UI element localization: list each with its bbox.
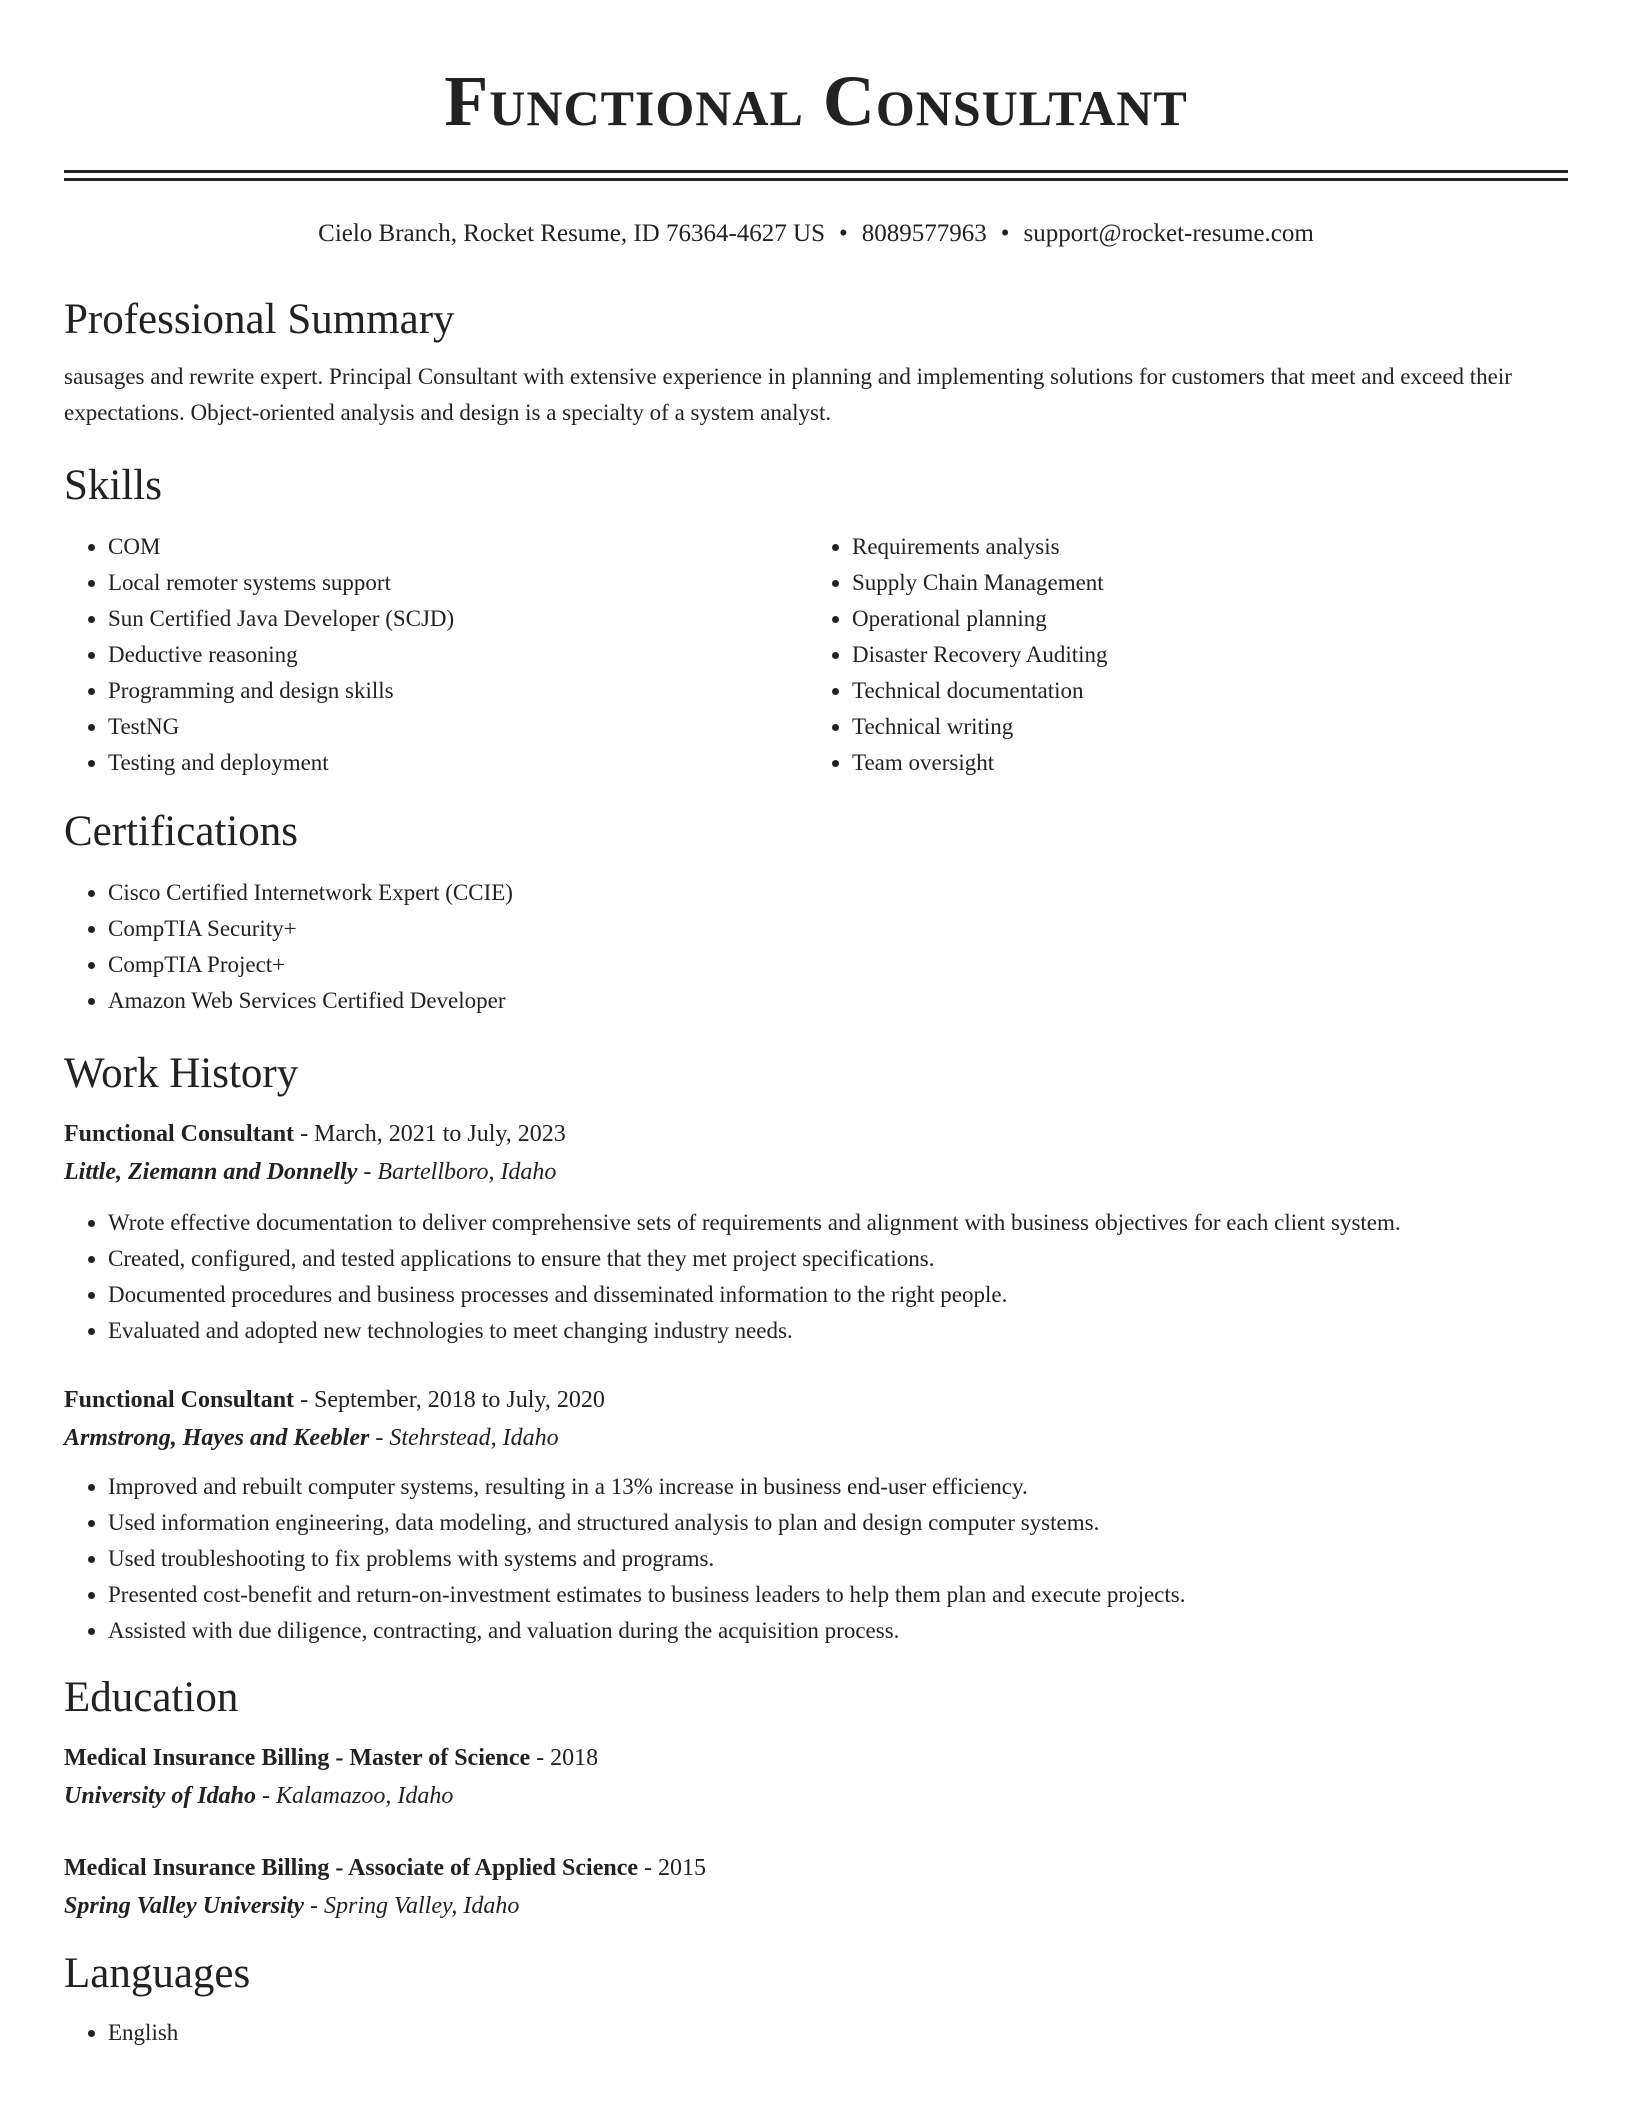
resume-title: Functional Consultant xyxy=(444,61,1188,141)
contact-address: Cielo Branch, Rocket Resume, ID 76364-4627 US xyxy=(318,220,826,247)
education-school-line xyxy=(64,1887,1568,1925)
skill-item: • Team oversight xyxy=(852,745,1108,781)
job-company: Little, Ziemann and Donnelly xyxy=(64,1159,358,1185)
skills-right-column xyxy=(808,529,1108,781)
education-entry xyxy=(64,1849,1568,1925)
education-degree: Medical Insurance Billing - Master of Science xyxy=(64,1745,531,1771)
certification-item: • CompTIA Security+ xyxy=(108,911,1568,947)
education-school: Spring Valley University xyxy=(64,1893,305,1919)
job-bullets xyxy=(64,1205,1568,1349)
certifications-heading: Certifications xyxy=(64,808,299,855)
skill-item: • Technical documentation xyxy=(852,673,1108,709)
education-entry xyxy=(64,1739,1568,1815)
contact-email: support@rocket-resume.com xyxy=(1023,220,1314,247)
skill-item: • Supply Chain Management xyxy=(852,565,1108,601)
job-bullet: • Assisted with due diligence, contracting, and valuation during the acquisition process. xyxy=(108,1613,1568,1649)
job-title: Functional Consultant xyxy=(64,1121,295,1147)
job-bullets xyxy=(64,1469,1568,1649)
job-bullet: • Improved and rebuilt computer systems, resulting in a 13% increase in business end-user efficiency. xyxy=(108,1469,1568,1505)
education-degree: Medical Insurance Billing - Associate of Applied Science xyxy=(64,1855,638,1881)
contact-separator: • xyxy=(1000,220,1010,247)
job-company-line xyxy=(64,1153,1568,1191)
job-entry xyxy=(64,1115,1568,1349)
job-bullet: • Presented cost-benefit and return-on-investment estimates to business leaders to help them plan and execute projects. xyxy=(108,1577,1568,1613)
education-location: - Kalamazoo, Idaho xyxy=(256,1783,454,1809)
certification-item: • Cisco Certified Internetwork Expert (CCIE) xyxy=(108,875,1568,911)
certification-item: • Amazon Web Services Certified Developer xyxy=(108,983,1568,1019)
skills-heading: Skills xyxy=(64,462,162,509)
job-bullet: • Used troubleshooting to fix problems with systems and programs. xyxy=(108,1541,1568,1577)
certification-item: • CompTIA Project+ xyxy=(108,947,1568,983)
summary-text: sausages and rewrite expert. Principal Consultant with extensive experience in planning and implementing solutions for customers that meet and exceed their expectations. Object-oriented analysis and design is a specialty of a system analyst. xyxy=(64,364,1512,425)
summary-heading: Professional Summary xyxy=(64,296,455,343)
language-item: • English xyxy=(108,2015,1568,2051)
job-dates: - March, 2021 to July, 2023 xyxy=(294,1121,566,1147)
education-heading: Education xyxy=(64,1674,239,1721)
job-location: - Stehrstead, Idaho xyxy=(369,1425,559,1451)
skill-item: • Operational planning xyxy=(852,601,1108,637)
skill-item: • Local remoter systems support xyxy=(108,565,808,601)
job-bullet: • Documented procedures and business processes and disseminated information to the right people. xyxy=(108,1277,1568,1313)
skill-item: • Disaster Recovery Auditing xyxy=(852,637,1108,673)
education-location: - Spring Valley, Idaho xyxy=(304,1893,520,1919)
education-year: - 2015 xyxy=(638,1855,706,1881)
job-entry xyxy=(64,1381,1568,1649)
job-bullet: • Created, configured, and tested applications to ensure that they met project specifications. xyxy=(108,1241,1568,1277)
languages-list xyxy=(64,2015,1568,2051)
contact-line xyxy=(64,217,1568,251)
skills-list xyxy=(64,529,1568,781)
education-degree-line xyxy=(64,1739,1568,1777)
skill-item: • Programming and design skills xyxy=(108,673,808,709)
job-bullet: • Wrote effective documentation to deliver comprehensive sets of requirements and alignment with business objectives for each client system. xyxy=(108,1205,1568,1241)
certifications-list xyxy=(64,875,1568,1019)
skill-item: • Technical writing xyxy=(852,709,1108,745)
contact-separator: • xyxy=(839,220,848,247)
job-company: Armstrong, Hayes and Keebler xyxy=(64,1425,370,1451)
skill-item: • Testing and deployment xyxy=(108,745,808,781)
education-school: University of Idaho xyxy=(64,1783,256,1809)
job-company-line xyxy=(64,1419,1568,1457)
job-dates: - September, 2018 to July, 2020 xyxy=(294,1387,605,1413)
education-year: - 2018 xyxy=(530,1745,599,1771)
education-degree-line xyxy=(64,1849,1568,1887)
job-bullet: • Used information engineering, data modeling, and structured analysis to plan and design computer systems. xyxy=(108,1505,1568,1541)
languages-heading: Languages xyxy=(64,1950,251,1997)
skill-item: • TestNG xyxy=(108,709,808,745)
title-divider xyxy=(64,170,1568,181)
education-school-line xyxy=(64,1777,1568,1815)
skills-left-column xyxy=(64,529,808,781)
job-header xyxy=(64,1381,1568,1419)
job-header xyxy=(64,1115,1568,1153)
skill-item: • Requirements analysis xyxy=(852,529,1108,565)
skill-item: • Sun Certified Java Developer (SCJD) xyxy=(108,601,808,637)
skill-item: • Deductive reasoning xyxy=(108,637,808,673)
skill-item: • COM xyxy=(108,529,808,565)
job-bullet: • Evaluated and adopted new technologies to meet changing industry needs. xyxy=(108,1313,1568,1349)
contact-phone: 8089577963 xyxy=(861,220,987,247)
job-title: Functional Consultant xyxy=(64,1387,295,1413)
job-location: - Bartellboro, Idaho xyxy=(357,1159,557,1185)
work-history-heading: Work History xyxy=(64,1050,299,1097)
